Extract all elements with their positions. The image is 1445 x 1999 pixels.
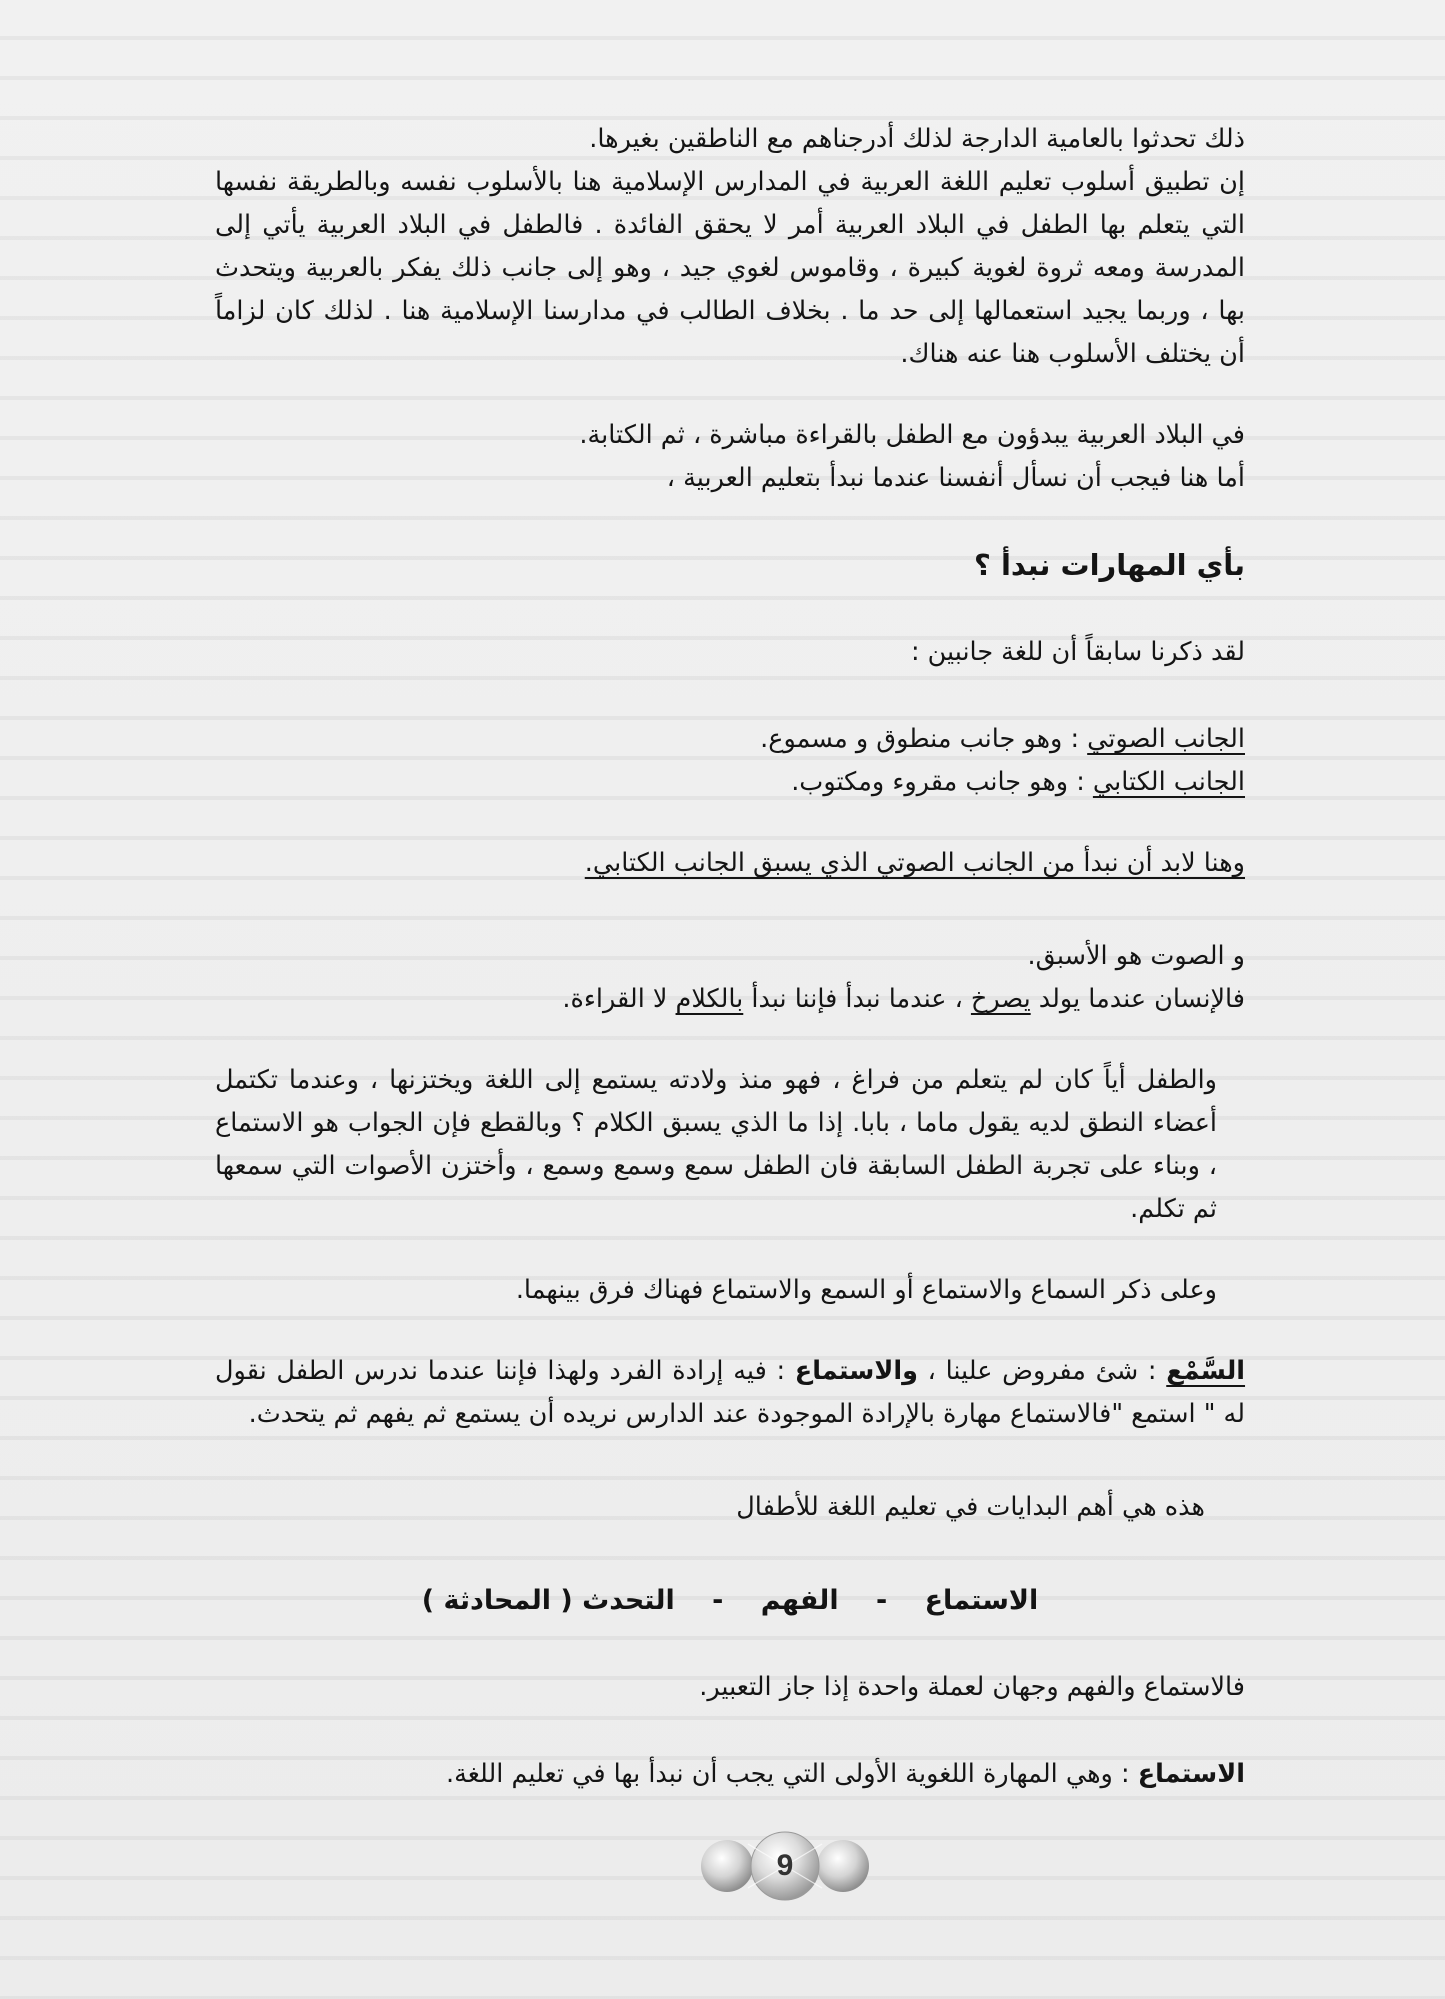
skills-sequence (215, 1579, 1245, 1622)
side-2-term: الجانب الكتابي (1092, 767, 1245, 797)
skill-listening: الاستماع (924, 1585, 1039, 1616)
p8-part-c: ، عندما نبدأ فإننا نبدأ (751, 984, 963, 1014)
p8-underlined-scream: يصرخ (970, 984, 1031, 1014)
side-1-line (215, 718, 1245, 761)
p11-part-b: : فيه إرادة الفرد ولهذا فإننا عندما ندرس الطفل نقول له " استمع "فالاستماع مهارة بالإرادة الموجودة عند الدارس نريده أن يستمع ثم يفهم ثم يتحدث. (215, 1356, 1245, 1429)
paragraph-7: و الصوت هو الأسبق. (1027, 941, 1245, 971)
paragraph-13: فالاستماع والفهم وجهان لعملة واحدة إذا جاز التعبير. (699, 1672, 1245, 1702)
paragraph-10: وعلى ذكر السماع والاستماع أو السمع والاستماع فهناك فرق بينهما. (515, 1275, 1217, 1305)
paragraph-12: هذه هي أهم البدايات في تعليم اللغة للأطفال (736, 1492, 1205, 1522)
paragraph-5: لقد ذكرنا سابقاً أن للغة جانبين : (910, 637, 1245, 667)
paragraph-14 (215, 1753, 1245, 1796)
p8-part-e: لا القراءة. (562, 984, 668, 1014)
skill-separator-2: - (712, 1585, 724, 1616)
p8-underlined-speech: بالكلام (675, 984, 744, 1014)
paragraph-2: إن تطبيق أسلوب تعليم اللغة العربية في المدارس الإسلامية هنا بالأسلوب نفسه وبالطريقة نفسها التي يتعلم بها الطفل في البلاد العربية أمر لا يحقق الفائدة . فالطفل في البلاد العربية يأتي إلى المدرسة ومعه ثروة لغوية كبيرة ، وقاموس لغوي جيد ، وهو إلى جانب ذلك يفكر بالعربية ويتحدث بها ، وربما يجيد استعمالها إلى حد ما . بخلاف الطالب في مدارسنا الإسلامية هنا . لذلك كان لزاماً أن يختلف الأسلوب هنا عنه هناك. (215, 167, 1245, 369)
page-number-badge (690, 1830, 880, 1902)
paragraph-3: في البلاد العربية يبدؤون مع الطفل بالقراءة مباشرة ، ثم الكتابة. (579, 420, 1245, 450)
skill-speaking: التحدث ( المحادثة ) (421, 1585, 675, 1616)
side-1-term: الجانب الصوتي (1087, 724, 1245, 754)
term-istimaa: والاستماع (794, 1356, 918, 1386)
skill-separator-1: - (875, 1585, 888, 1616)
paragraph-9: والطفل أياً كان لم يتعلم من فراغ ، فهو منذ ولادته يستمع إلى اللغة ويختزنها ، وعندما تكتمل أعضاء النطق لديه يقول ماما ، بابا. إذا ما الذي يسبق الكلام ؟ وبالقطع فإن الجواب هو الاستماع ، وبناء على تجربة الطفل السابقة فان الطفل سمع وسمع وسمع ، وأختزن الأصوات التي سمعها ثم تكلم. (215, 1065, 1217, 1224)
paragraph-11 (215, 1350, 1245, 1436)
body-text (215, 118, 1245, 1796)
side-1-desc: : وهو جانب منطوق و مسموع. (760, 724, 1080, 754)
paragraph-4: أما هنا فيجب أن نسأل أنفسنا عندما نبدأ بتعليم العربية ، (666, 463, 1245, 493)
side-2-line (215, 761, 1245, 804)
paragraph-1: ذلك تحدثوا بالعامية الدارجة لذلك أدرجناهم مع الناطقين بغيرها. (589, 124, 1245, 154)
paragraph-6: وهنا لابد أن نبدأ من الجانب الصوتي الذي يسبق الجانب الكتابي. (584, 848, 1245, 878)
p14-desc: : وهي المهارة اللغوية الأولى التي يجب أن نبدأ بها في تعليم اللغة. (445, 1759, 1130, 1789)
p11-part-a: : شئ مفروض علينا ، (927, 1356, 1157, 1386)
page-number: 9 (776, 1849, 794, 1882)
paragraph-8 (215, 978, 1245, 1021)
term-sam: السَّمْع (1166, 1356, 1246, 1386)
p8-part-a: فالإنسان عندما يولد (1038, 984, 1245, 1014)
section-heading: بأي المهارات نبدأ ؟ (974, 548, 1245, 582)
side-2-desc: : وهو جانب مقروء ومكتوب. (791, 767, 1085, 797)
skill-understanding: الفهم (760, 1585, 839, 1616)
term-listening: الاستماع (1137, 1759, 1245, 1789)
